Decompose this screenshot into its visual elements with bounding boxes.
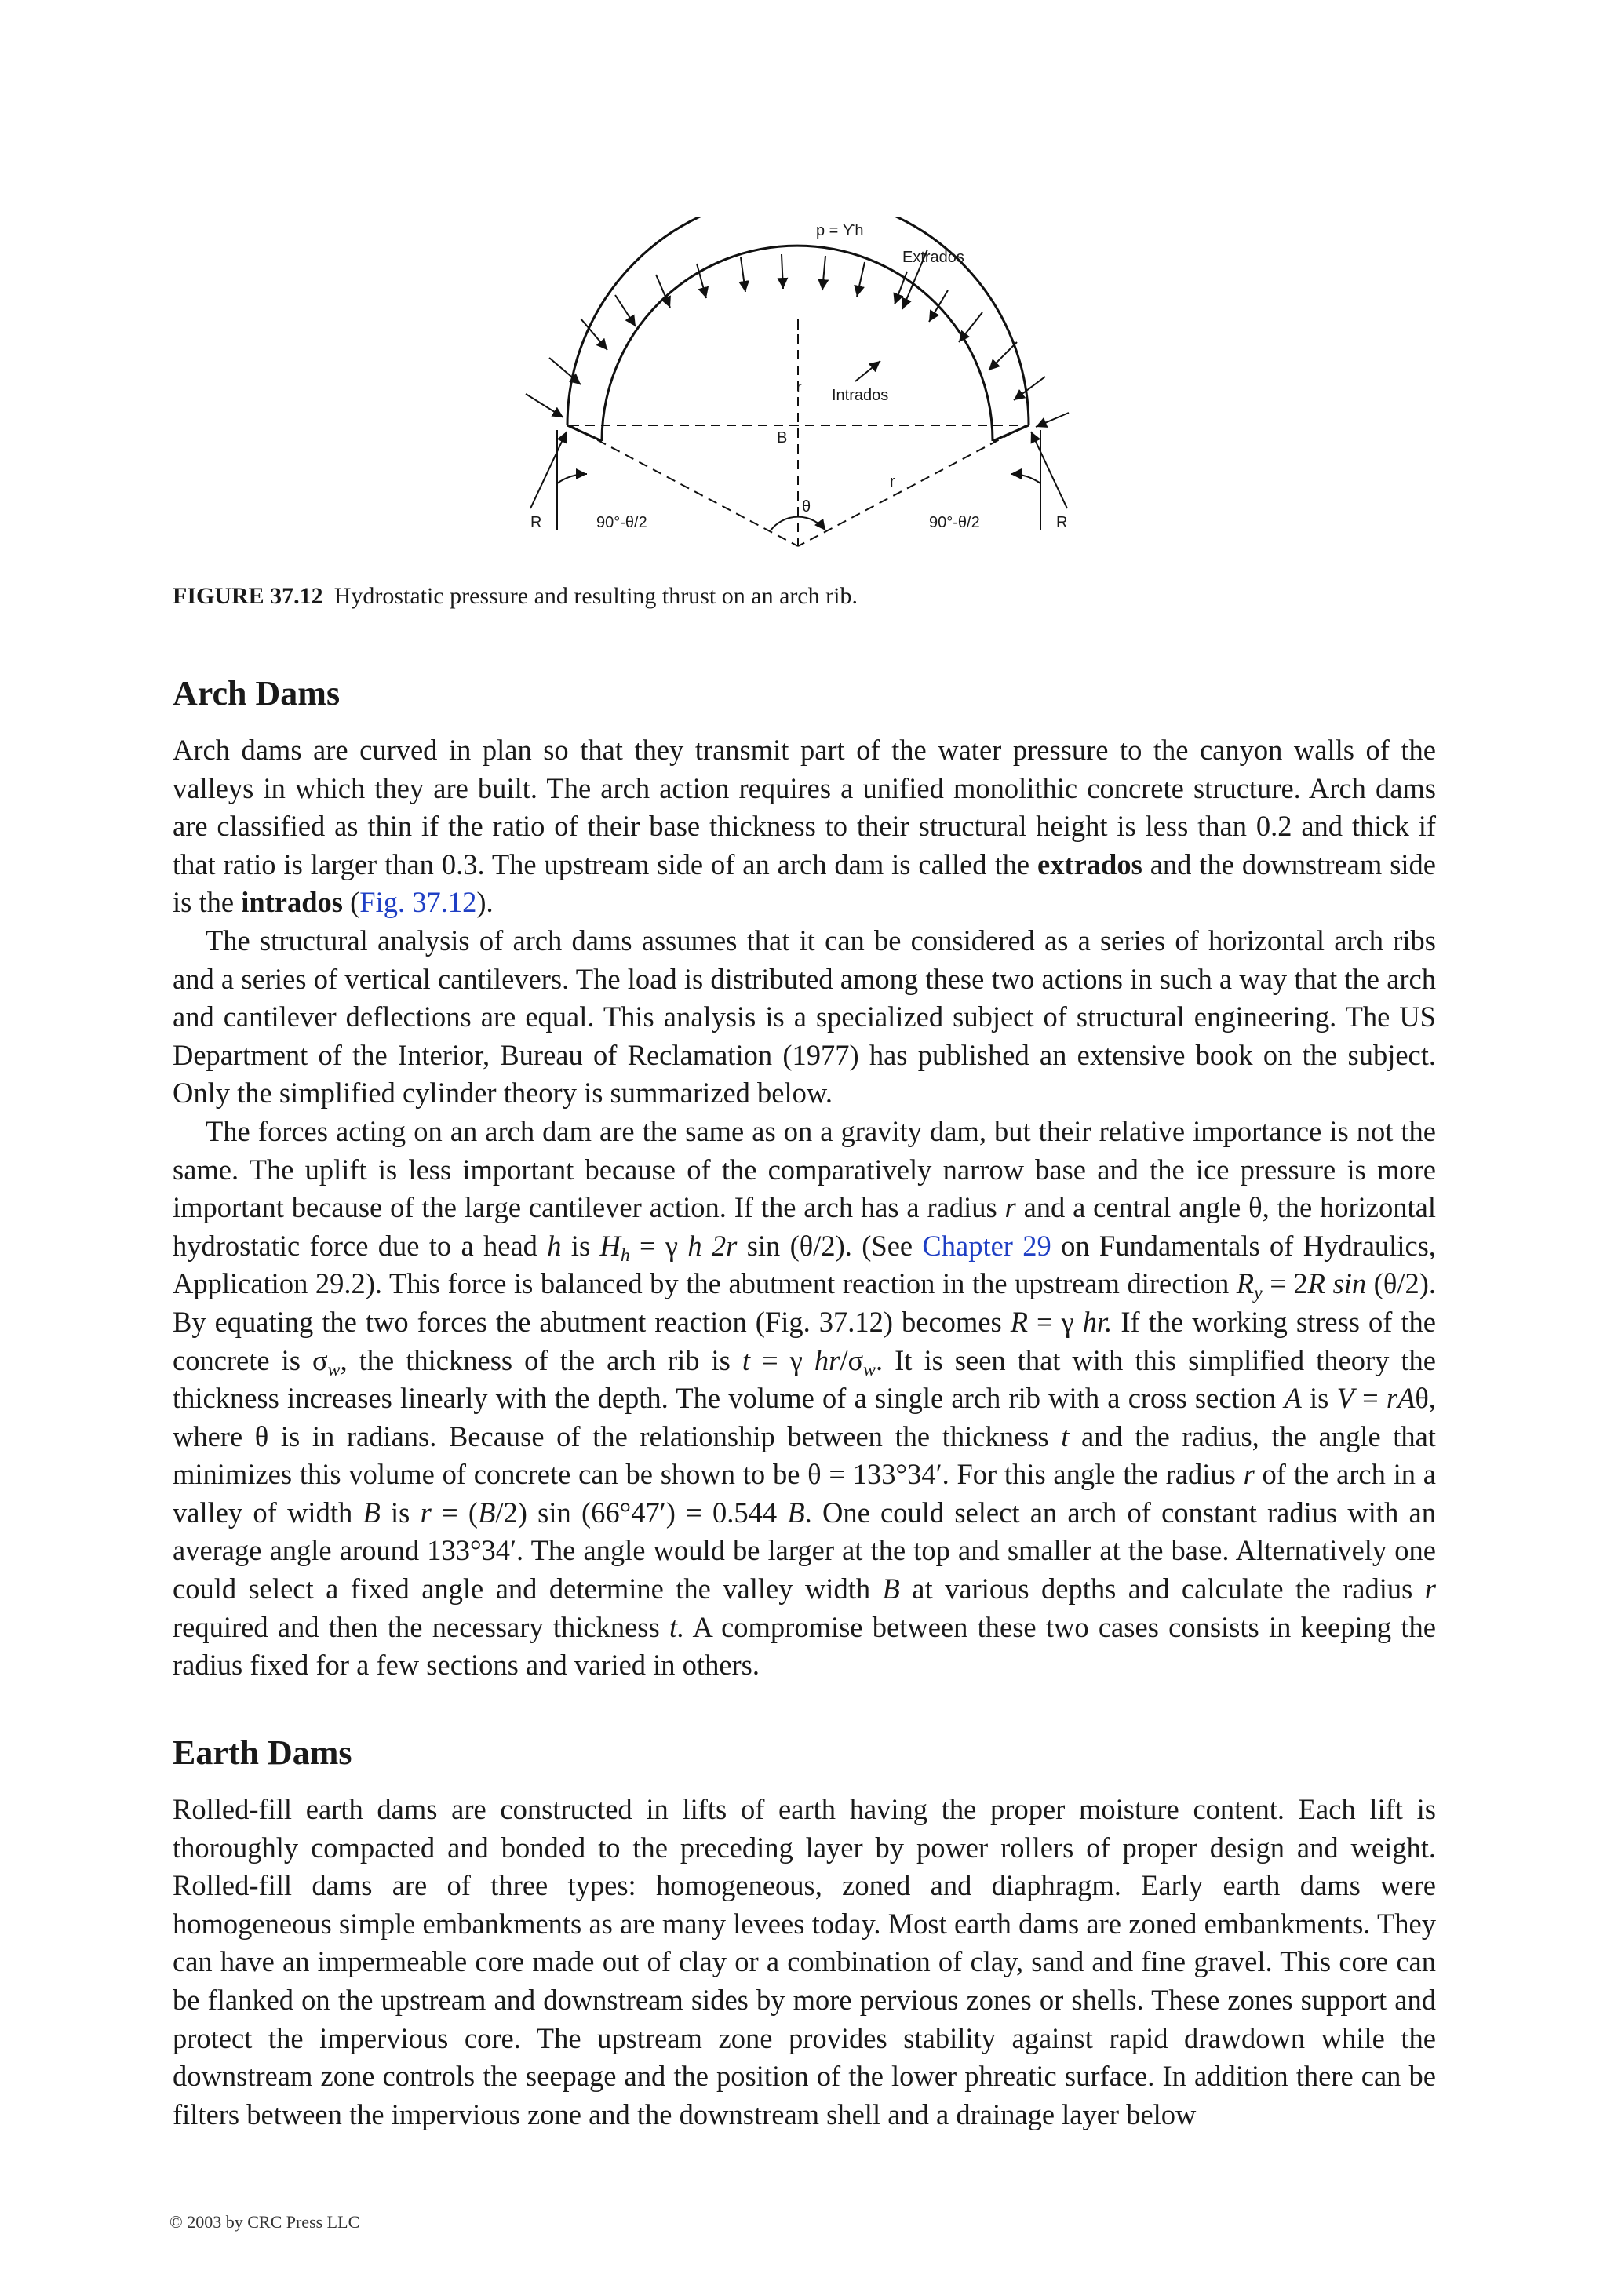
right-thrust-label: R (1056, 514, 1068, 531)
figure-number: FIGURE 37.12 (173, 583, 323, 609)
figure-caption (173, 581, 1436, 612)
left-thrust-label: R (530, 514, 542, 531)
right-radius-line (798, 425, 1026, 546)
caption-text: Hydrostatic pressure and resulting thrust on an arch rib. (333, 583, 858, 609)
left-angle-arc (557, 474, 587, 483)
copyright-footer: © 2003 by CRC Press LLC (169, 2212, 360, 2232)
intrados-leader (855, 361, 880, 381)
arch-rib-diagram (518, 217, 1083, 562)
left-thrust-arrow (530, 432, 567, 508)
extrados-term: extrados (1037, 847, 1142, 880)
right-angle-arc (1011, 474, 1040, 483)
theta-label: θ (802, 498, 811, 516)
earth-dams-body (173, 1791, 1436, 2134)
arch-paragraph-2: The structural analysis of arch dams assumes that it can be considered as a series of horizontal arch ribs and a series of vertical cantilevers. The load is distributed among these two actions in such a way that the arch and cantilever deflections are equal. This analysis is a specialized subject of structural engineering. The US Department of the Interior, Bureau of Reclamation (1977) has published an extensive book on the subject. Only the simplified cylinder theory is summarized below. (173, 924, 1436, 1110)
base-label: B (777, 429, 788, 446)
radius-label: r (796, 379, 802, 396)
side-radius-label: r (890, 473, 895, 490)
arch-rib-figure (518, 217, 1083, 562)
chapter-link[interactable]: Chapter 29 (922, 1229, 1051, 1262)
earth-paragraph-1: Rolled-fill earth dams are constructed in lifts of earth having the proper moisture content. Each lift is thoroughly compacted and bonded to the preceding layer by power rollers of proper design and weight. Rolled-fill dams are of three types: homogeneous, zoned and diaphragm. Early earth dams were homogeneous simple embankments as are many levees today. Most earth dams are zoned embankments. They can have an impermeable core made out of clay or a combination of clay, sand and fine gravel. This core can be flanked on the upstream and downstream sides by more pervious zones or shells. These zones support and protect the impervious core. The upstream zone provides stability against rapid drawdown while the downstream zone controls the seepage and the position of the lower phreatic surface. In addition there can be filters between the impervious zone and the downstream shell and a drainage layer below (173, 1793, 1436, 2130)
figure-link[interactable]: Fig. 37.12 (359, 886, 477, 919)
arch-dams-body (173, 731, 1436, 1685)
extrados-label: Extrados (902, 249, 964, 266)
arch-paragraph-1: Arch dams are curved in plan so that they transmit part of the water pressure to the canyon walls of the valleys in which they are built. The arch action requires a unified monolithic concrete structure. Arch dams are classified as thin if the ratio of their base thickness to their structural height is less than 0.2 and thick if that ratio is larger than 0.3. The upstream side of an arch dam is called the extrados and the downstream side is the intrados (Fig. 37.12). (173, 734, 1436, 919)
arch-dams-heading: Arch Dams (173, 674, 341, 712)
intrados-term: intrados (241, 886, 343, 919)
intrados-label: Intrados (832, 387, 889, 404)
earth-dams-heading: Earth Dams (173, 1733, 352, 1772)
arch-paragraph-3: The forces acting on an arch dam are the same as on a gravity dam, but their relative importance is not the same. The uplift is less important because of the comparatively narrow base and the ice pressure is more important because of the large cantilever action. If the arch has a radius r and a central angle θ, the horizontal hydrostatic force due to a head h is $H_h = \gamma$ h 2r sin (θ/2). (See Chapter 29 on Fundamentals of Hydraulics, Application 29.2). This force is balanced by the abutment reaction in the upstream direction $R_y = 2R$ sin (θ/2). By equating the two forces the abutment reaction (Fig. 37.12) becomes R = γ hr. If the working stress of the concrete is $\sigma_w$, the thickness of the arch rib is t = γ $hr/\sigma_w$. It is seen that with this simplified theory the thickness increases linearly with the depth. The volume of a single arch rib with a cross section A is V = rAθ, where θ is in radians. Because of the relationship between the thickness t and the radius, the angle that minimizes this volume of concrete can be shown to be θ = 133°34′. For this angle the radius r of the arch in a valley of width B is r = (B/2) sin (66°47′) = 0.544 B. One could select an arch of constant radius with an average angle around 133°34′. The angle would be larger at the top and smaller at the base. Alternatively one could select a fixed angle and determine the valley width B at various depths and calculate the radius r required and then the necessary thickness t. A compromise between these two cases consists in keeping the radius fixed for a few sections and varied in others. (173, 1114, 1437, 1682)
right-thrust-arrow (1031, 432, 1067, 508)
left-angle-label: 90°-θ/2 (596, 514, 647, 531)
right-angle-label: 90°-θ/2 (929, 514, 980, 531)
pressure-label: p = ϒh (816, 222, 864, 239)
